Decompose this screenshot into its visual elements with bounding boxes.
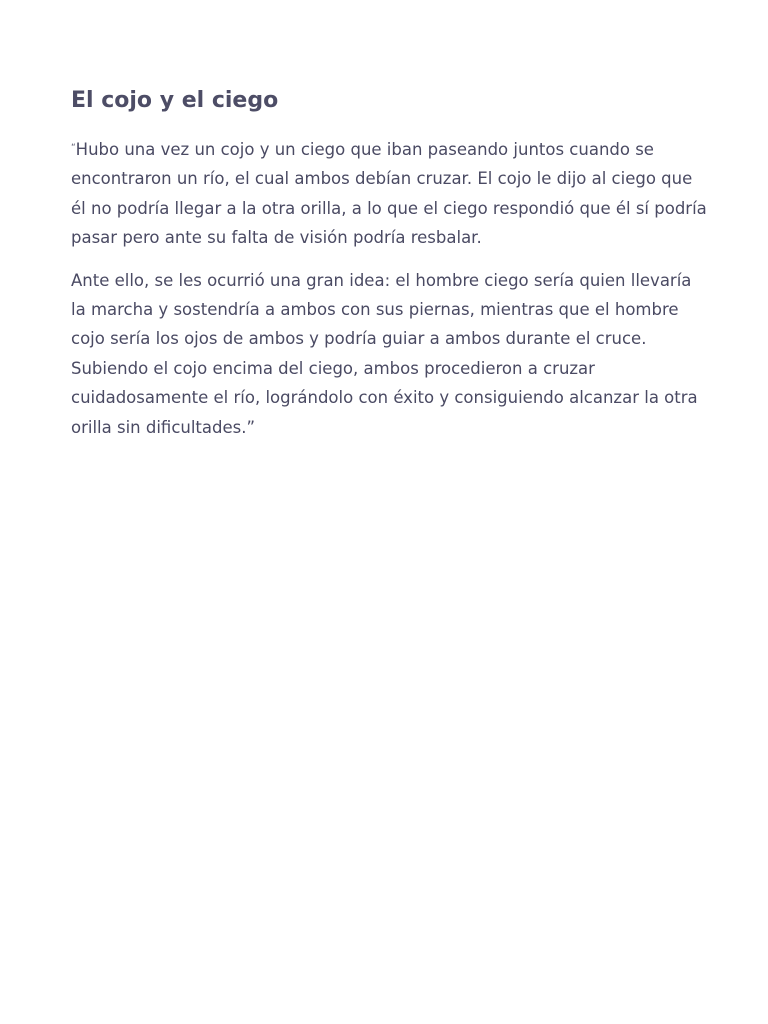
opening-quote-mark: “ [71, 143, 76, 153]
paragraph-1-text: Hubo una vez un cojo y un ciego que iban paseando juntos cuando se encontraron un río, el cual ambos debían cruzar. El cojo le dijo al ciego que él no podría llegar a la otra orilla, a lo que el ciego respondió que él sí podría pasar pero ante su falta de visión podría resbalar. [71, 140, 707, 248]
paragraph-1 [71, 135, 711, 253]
article [71, 84, 711, 442]
page-title: El cojo y el ciego [71, 88, 279, 113]
paragraph-2: Ante ello, se les ocurrió una gran idea: el hombre ciego sería quien llevaría la marcha y sostendría a ambos con sus piernas, mientras que el hombre cojo sería los ojos de ambos y podría guiar a ambos durante el cruce. Subiendo el cojo encima del ciego, ambos procedieron a cruzar cuidadosamente el río, lográndolo con éxito y consiguiendo alcanzar la otra orilla sin dificultades.” [71, 270, 698, 437]
